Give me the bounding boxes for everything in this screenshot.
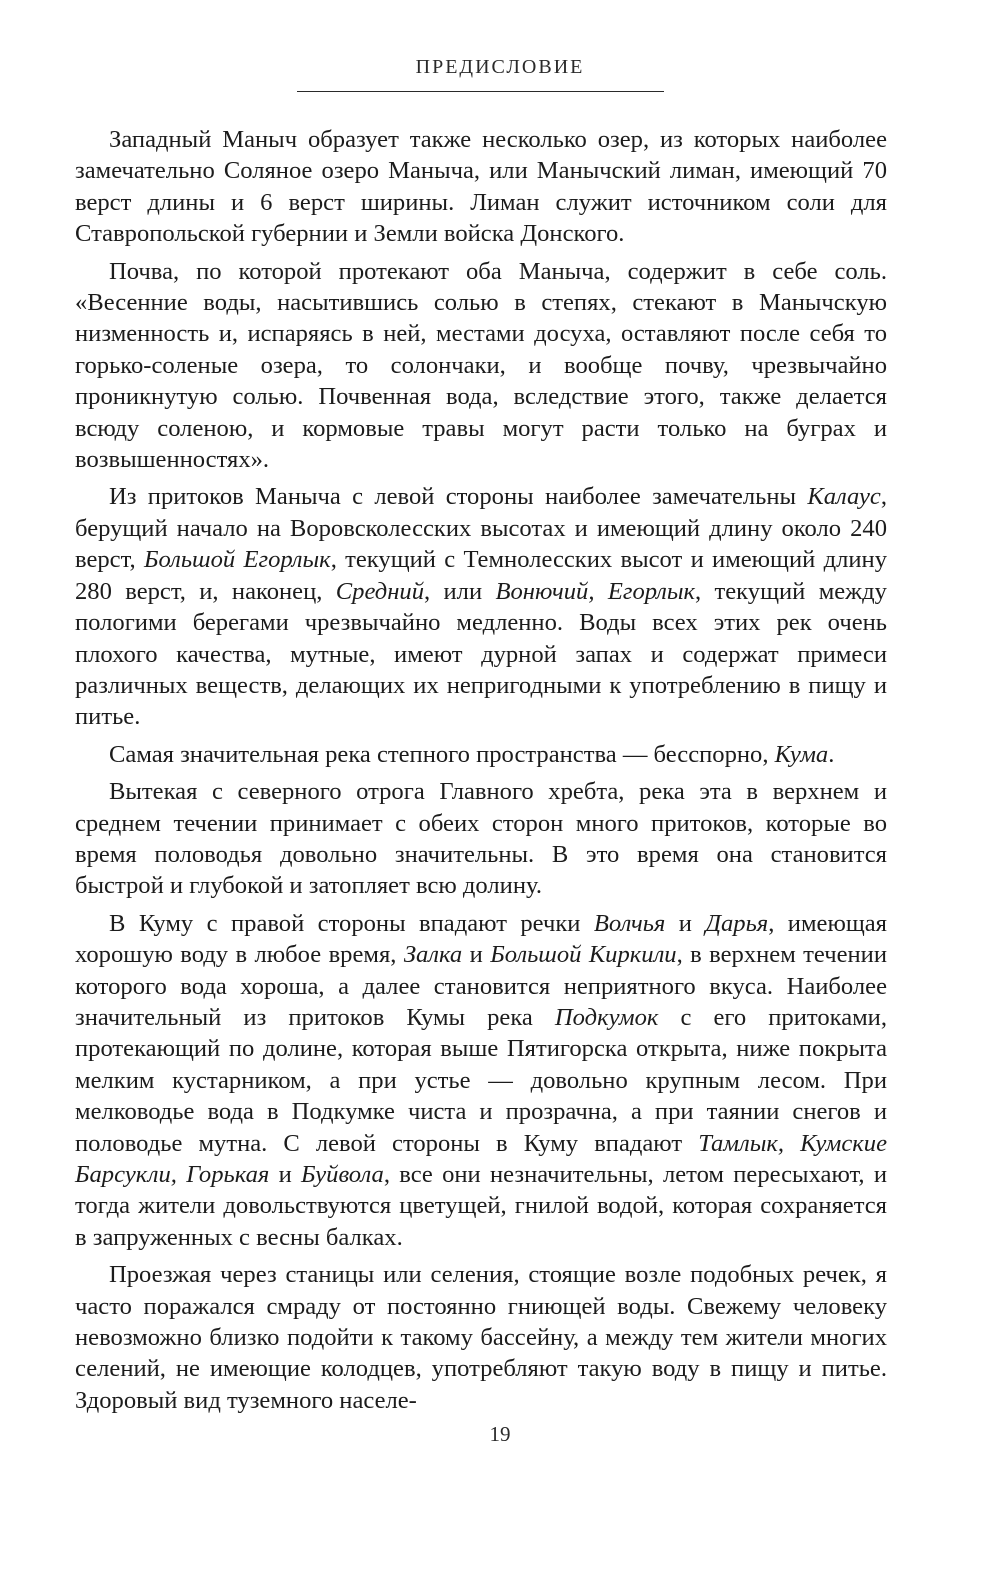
- text-run: и: [462, 941, 491, 969]
- italic-term: Средний: [335, 577, 424, 605]
- paragraph: [75, 481, 887, 732]
- paragraph: [75, 124, 887, 250]
- text-run: и: [269, 1161, 302, 1188]
- text-run: Проезжая через станицы или селения, стоящие возле подобных речек, я часто поражался смраду от постоянно гниющей воды. Свежему человеку невозможно близко подойти к такому бассейну, а между тем жители многих селений, не имеющие колодцев, употребляют такую воду в пищу и питье. Здоровый вид туземного населе-: [75, 1261, 887, 1414]
- text-run: , все они незначительны, летом пересыхают, и тогда жители довольствуются цветущей, гнилой водой, которая сохраняется в запруженных с весны балках.: [75, 1161, 887, 1251]
- text-run: .: [828, 740, 835, 768]
- header-rule: [297, 91, 664, 92]
- page-number: 19: [489, 1422, 511, 1446]
- italic-term: Дарья: [705, 909, 769, 937]
- paragraph: [75, 776, 887, 902]
- italic-term: Калаус: [807, 483, 881, 511]
- italic-term: Вонючий, Егорлык: [495, 577, 695, 605]
- text-run: Самая значительная река степного пространства — бесспорно,: [109, 740, 775, 768]
- paragraph: [75, 739, 887, 770]
- paragraph: [75, 256, 887, 476]
- body-text: [75, 124, 887, 1416]
- italic-term: Большой Киркили: [490, 941, 677, 969]
- italic-term: Большой Егорлык: [143, 546, 331, 574]
- text-run: Почва, по которой протекают оба Маныча, содержит в себе соль. «Весенние воды, насытившись солью в степях, стекают в Манычскую низменность и, испаряясь в ней, местами досуха, оставляют после себя то горько-соленые озера, то солончаки, и вообще почву, чрезвычайно проникнутую солью. Почвенная вода, вследствие этого, также делается всюду соленою, и кормовые травы могут расти только на буграх и возвышенностях».: [75, 257, 887, 474]
- text-run: , берущий начало на Воровсколесских высотах и имеющий длину около 240 верст,: [75, 483, 887, 574]
- italic-term: Волчья: [593, 909, 666, 937]
- running-head: ПРЕДИСЛОВИЕ: [415, 56, 585, 78]
- italic-term: Подкумок: [554, 1003, 659, 1031]
- italic-term: Тамлык, Кумские Барсукли, Горькая: [75, 1129, 887, 1188]
- text-run: , или: [424, 577, 496, 605]
- text-run: и: [665, 909, 706, 937]
- text-run: В Куму с правой стороны впадают речки: [109, 909, 594, 937]
- italic-term: Залка: [403, 941, 463, 969]
- paragraph: [75, 908, 887, 1253]
- text-run: с его притоками, протекающий по долине, которая выше Пятигорска открыта, ниже покрыта мелким кустарником, а при устье — довольно крупным лесом. При мелководье вода в Подкумке чиста и прозрачна, а при таянии снегов и половодье мутна. С левой стороны в Куму впадают: [75, 1003, 887, 1157]
- paragraph: [75, 1259, 887, 1416]
- text-run: Вытекая с северного отрога Главного хребта, река эта в верхнем и среднем течении принимает с обеих сторон много притоков, которые во время половодья довольно значительны. В это время она становится быстрой и глубокой и затопляет всю долину.: [75, 778, 887, 900]
- text-run: , имеющая хорошую воду в любое время,: [75, 909, 887, 969]
- text-run: Западный Маныч образует также несколько озер, из которых наиболее замечательно Соляное озеро Маныча, или Манычский лиман, имеющий 70 верст длины и 6 верст ширины. Лиман служит источником соли для Ставропольской губернии и Земли войска Донского.: [75, 126, 887, 248]
- text-run: , в верхнем течении которого вода хороша, а далее становится неприятного вкуса. Наиболее значительный из притоков Кумы река: [75, 941, 888, 1031]
- text-run: , текущий с Темнолесских высот и имеющий длину 280 верст, и, наконец,: [75, 546, 888, 605]
- italic-term: Кума: [774, 740, 829, 768]
- text-run: , текущий между пологими берегами чрезвычайно медленно. Воды всех этих рек очень плохого качества, мутные, имеют дурной запах и содержат примеси различных веществ, делающих их непригодными к употреблению в пищу и питье.: [75, 577, 887, 731]
- text-run: Из притоков Маныча с левой стороны наиболее замечательны: [109, 483, 808, 511]
- italic-term: Буйвола: [301, 1161, 384, 1188]
